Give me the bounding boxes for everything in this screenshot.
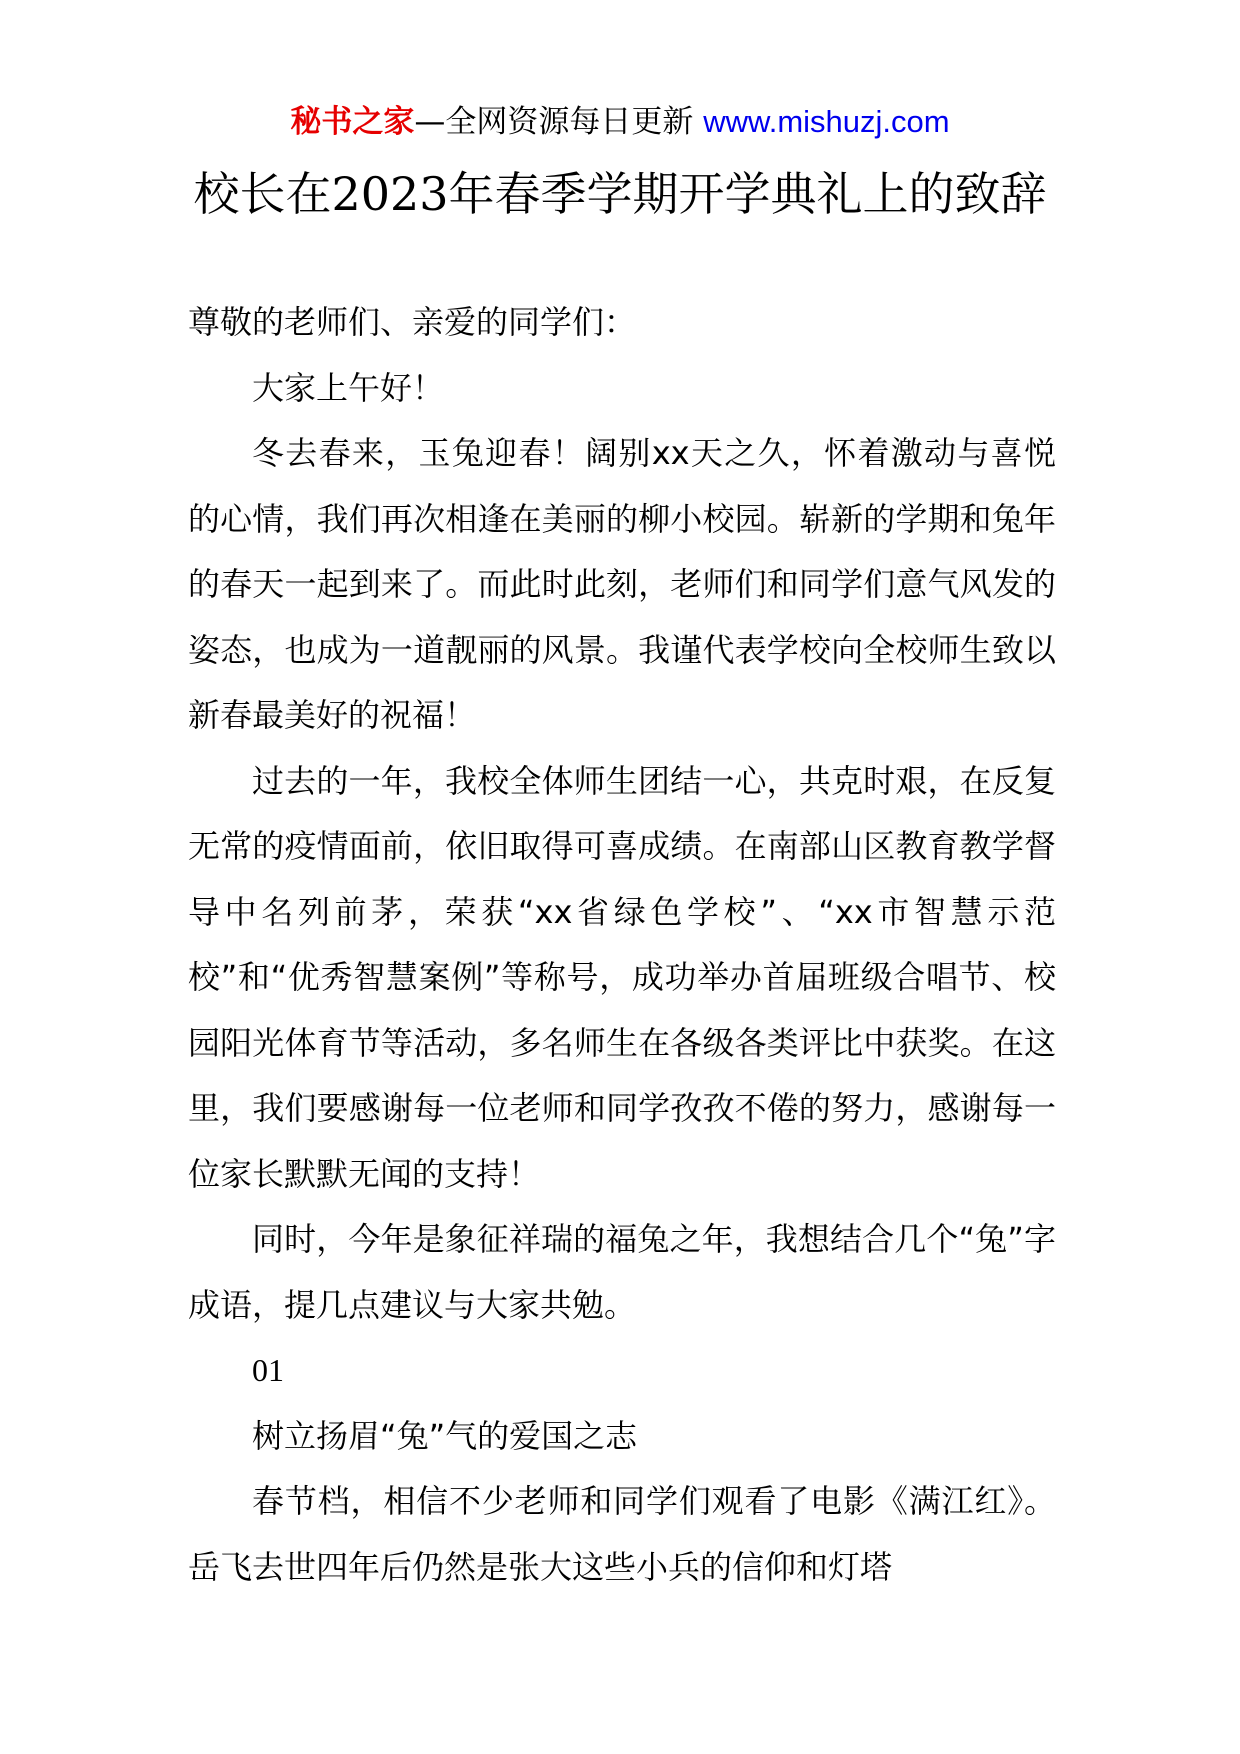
section-number: 01 <box>252 1352 284 1388</box>
document-body <box>188 290 1056 1600</box>
site-url-link[interactable]: www.mishuzj.com <box>703 104 950 139</box>
site-brand: 秘书之家 <box>290 104 415 140</box>
section-heading: 树立扬眉“兔”气的爱国之志 <box>252 1416 638 1455</box>
achievements-paragraph: 过去的一年，我校全体师生团结一心，共克时艰，在反复无常的疫情面前，依旧取得可喜成绩。在南部山区教育教学督导中名列前茅，荣获“xx省绿色学校”、“xx市智慧示范校”和“优秀智慧案例”等称号，成功举办首届班级合唱节、校园阳光体育节等活动，多名师生在各级各类评比中获奖。在这里，我们要感谢每一位老师和同学孜孜不倦的努力，感谢每一位家长默默无闻的支持！ <box>188 761 1056 1193</box>
site-slogan: —全网资源每日更新 <box>414 104 704 140</box>
site-header <box>0 100 1240 144</box>
greeting-paragraph: 大家上午好！ <box>252 368 445 407</box>
salutation: 尊敬的老师们、亲爱的同学们： <box>188 303 637 341</box>
proposal-paragraph: 同时，今年是象征祥瑞的福兔之年，我想结合几个“兔”字成语，提几点建议与大家共勉。 <box>188 1220 1056 1324</box>
opening-paragraph: 冬去春来，玉兔迎春！阔别xx天之久，怀着激动与喜悦的心情，我们再次相逢在美丽的柳小校园。崭新的学期和兔年的春天一起到来了。而此时此刻，老师们和同学们意气风发的姿态，也成为一道靓丽的风景。我谨代表学校向全校师生致以新春最美好的祝福！ <box>188 434 1056 734</box>
section-paragraph: 春节档，相信不少老师和同学们观看了电影《满江红》。岳飞去世四年后仍然是张大这些小兵的信仰和灯塔 <box>188 1482 1056 1586</box>
document-title: 校长在2023年春季学期开学典礼上的致辞 <box>193 167 1047 221</box>
